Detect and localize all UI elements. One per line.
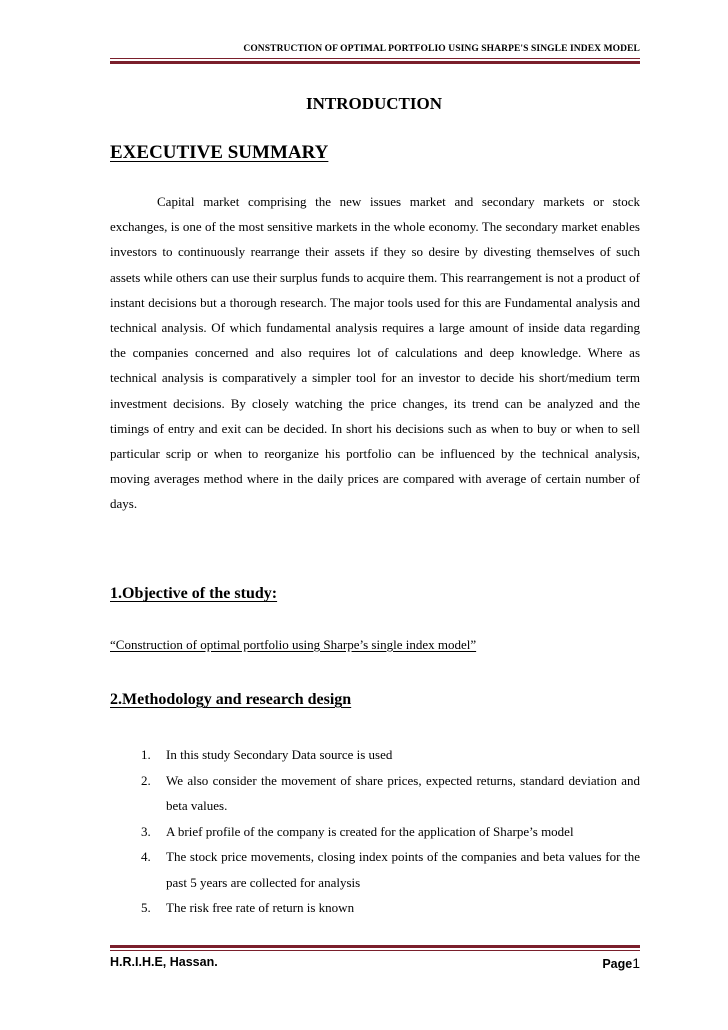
list-item — [110, 768, 640, 819]
list-item-text: In this study Secondary Data source is used — [166, 747, 393, 762]
list-item-number: 2. — [141, 772, 151, 788]
page-label: Page — [602, 957, 633, 971]
footer-page-number — [602, 955, 640, 971]
list-item-text: A brief profile of the company is created for the application of Sharpe’s model — [166, 823, 574, 839]
header-rule-thick — [110, 61, 640, 64]
list-item — [110, 819, 640, 845]
list-item-text: We also consider the movement of share prices, expected returns, standard deviation and beta values. — [166, 772, 640, 813]
page-number: 1 — [632, 955, 640, 971]
list-item — [110, 742, 640, 768]
footer-rule-thin — [110, 950, 640, 951]
list-item-number: 4. — [141, 849, 151, 864]
list-item — [110, 844, 640, 895]
chapter-title-text: INTRODUCTION — [305, 94, 443, 113]
list-item-number: 5. — [141, 900, 151, 915]
list-item — [110, 895, 640, 921]
executive-summary-paragraph: Capital market comprising the new issues market and secondary markets or stock exchanges, is one of the most sensitive markets in the whole economy. The secondary market enables investors to continuously rearrange their assets if they so desire by divesting themselves of such assets while others can use their surplus funds to acquire them. This rearrangement is not a product of instant decisions but a thorough research. The major tools used for this are Fundamental analysis and technical analysis. Of which fundamental analysis requires a large amount of inside data regarding the companies concerned and also requires lot of calculations and deep knowledge. Where as technical analysis is comparatively a simpler tool for an investor to decide his short/medium term investment decisions. By closely watching the price changes, its trend can be analyzed and the timings of entry and exit can be decided. In short his decisions such as when to buy or when to sell particular scrip or when to reorganize his portfolio can be influenced by the technical analysis, moving averages method where in the daily prices are compared with average of certain number of days. — [110, 194, 640, 512]
chapter-title — [0, 94, 728, 114]
list-item-number: 3. — [141, 823, 151, 839]
footer-rule-thick — [110, 945, 640, 948]
list-item-text: The risk free rate of return is known — [166, 900, 355, 915]
header-rule-thin — [110, 58, 640, 59]
objective-statement: “Construction of optimal portfolio using Sharpe’s single index model” — [110, 637, 477, 652]
methodology-heading: 2.Methodology and research design — [110, 691, 352, 708]
running-header: CONSTRUCTION OF OPTIMAL PORTFOLIO USING SHARPE'S SINGLE INDEX MODEL — [243, 44, 640, 54]
footer-institution: H.R.I.H.E, Hassan. — [110, 955, 218, 969]
list-item-text: The stock price movements, closing index points of the companies and beta values for the past 5 years are collected for analysis — [166, 849, 640, 890]
executive-summary-body — [110, 189, 640, 517]
methodology-list — [110, 742, 640, 921]
executive-summary-heading: EXECUTIVE SUMMARY — [110, 142, 329, 163]
objective-heading: 1.Objective of the study: — [110, 585, 278, 602]
list-item-number: 1. — [141, 747, 151, 762]
